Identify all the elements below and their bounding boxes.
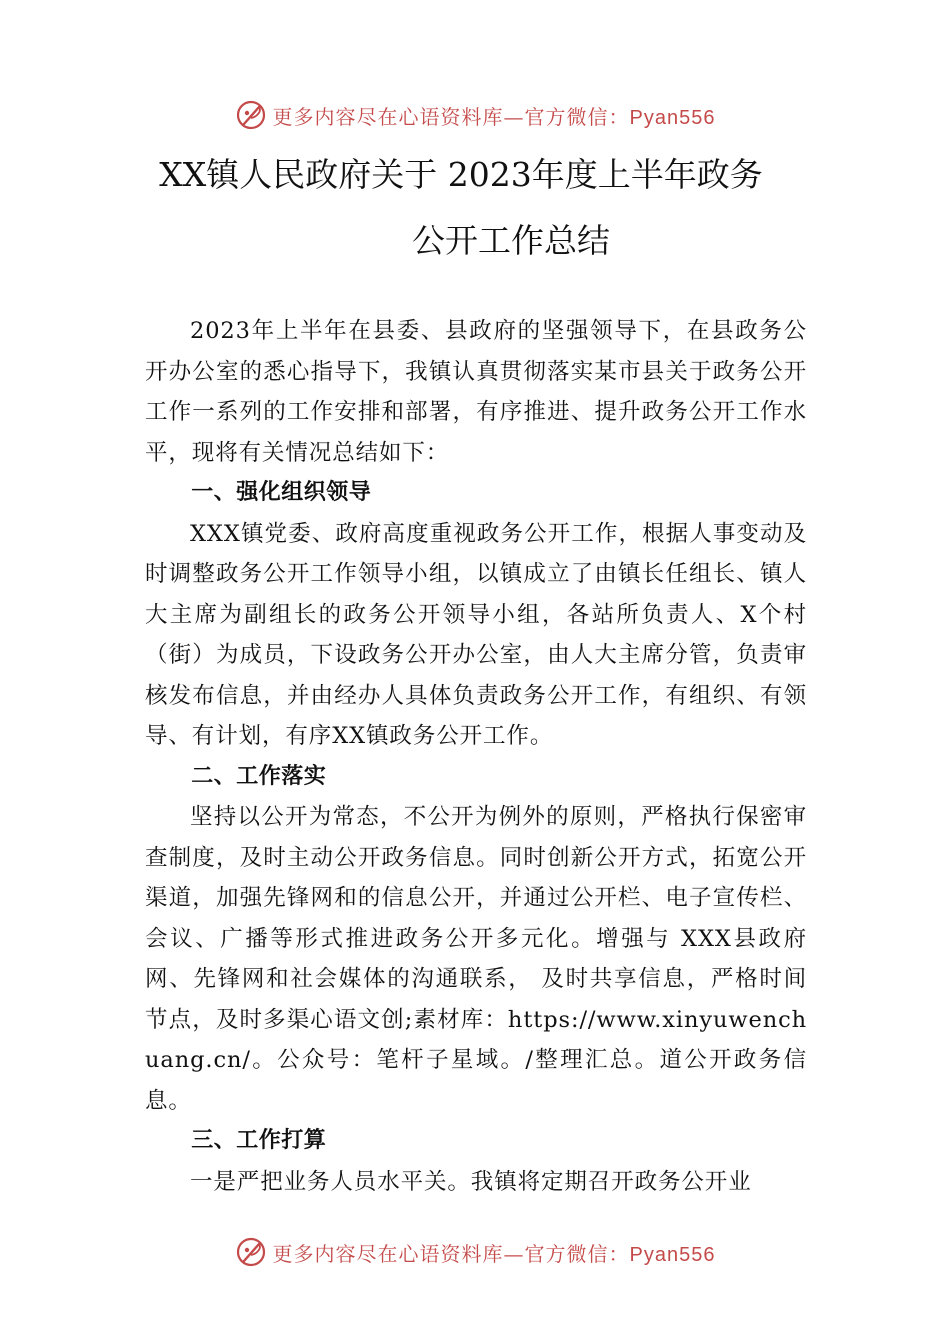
header-banner <box>0 95 950 135</box>
quill-pen-logo-icon <box>235 99 267 131</box>
section-heading: 一、强化组织领导 <box>191 480 372 505</box>
banner-label: 更多内容尽在心语资料库—官方微信： <box>272 1241 630 1266</box>
section-paragraph: 一是严把业务人员水平关。我镇将定期召开政务公开业 <box>190 1168 752 1195</box>
section-heading: 二、工作落实 <box>191 763 327 789</box>
document-title-line2: 公开工作总结 <box>412 221 610 260</box>
footer-banner <box>0 1232 950 1272</box>
banner-label: 更多内容尽在心语资料库—官方微信： <box>272 104 630 129</box>
section-paragraph: XXX镇党委、政府高度重视政务公开工作，根据人事变动及时调整政务公开工作领导小组，以镇成立了由镇长任组长、镇人大主席为副组长的政务公开领导小组，各站所负责人、X个村（街）为成员，下设政务公开办公室，由人大主席分管，负责审核发布信息，并由经办人具体负责政务公开工作，有组织、有领导、有计划，有序XX镇政务公开工作。 <box>145 520 807 749</box>
banner-wechat-id: Pyan556 <box>629 1243 716 1266</box>
banner-wechat-id: Pyan556 <box>629 106 716 129</box>
section-paragraph: 坚持以公开为常态，不公开为例外的原则，严格执行保密审查制度，及时主动公开政务信息。同时创新公开方式，拓宽公开渠道，加强先锋网和的信息公开，并通过公开栏、电子宣传栏、会议、广播等形式推进政务公开多元化。增强与 XXX县政府网、先锋网和社会媒体的沟通联系， 及时共享信息，严格时间节点，及时多渠心语文创;素材库：https://www.xinyuwenchuang.cn/。公众号：笔杆子星域。/整理汇总。道公开政务信息。 <box>145 804 807 1114</box>
banner-text <box>273 101 716 130</box>
document-body <box>145 311 807 1202</box>
quill-pen-logo-icon <box>235 1236 267 1268</box>
section-heading: 三、工作打算 <box>191 1128 327 1153</box>
document-title-line1: XX镇人民政府关于 2023年度上半年政务 <box>159 155 763 194</box>
intro-paragraph: 2023年上半年在县委、县政府的坚强领导下，在县政务公开办公室的悉心指导下，我镇认真贯彻落实某市县关于政务公开工作一系列的工作安排和部署，有序推进、提升政务公开工作水平，现将有关情况总结如下： <box>145 318 807 466</box>
banner-text <box>273 1238 716 1267</box>
